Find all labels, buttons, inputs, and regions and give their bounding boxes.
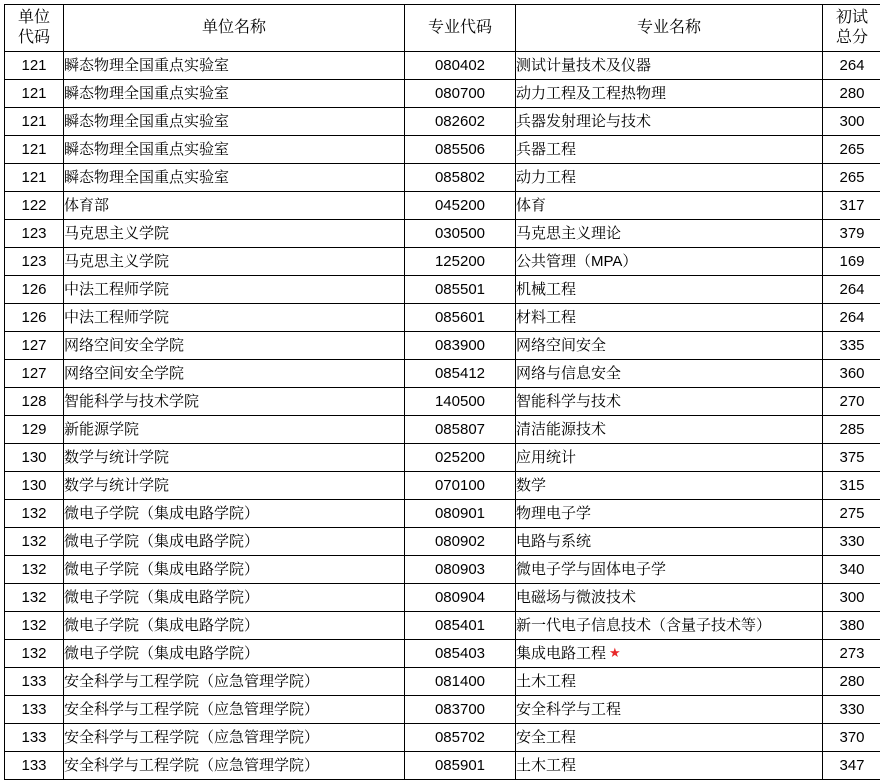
cell-major-name: [516, 724, 823, 752]
cell-unit-name: 微电子学院（集成电路学院）: [64, 640, 405, 668]
cell-score: 285: [823, 416, 880, 444]
major-name-text: 集成电路工程: [516, 645, 606, 662]
table-row: [5, 696, 880, 724]
cell-major-name: [516, 304, 823, 332]
cell-unit-code: 133: [5, 668, 64, 696]
cell-unit-name: 微电子学院（集成电路学院）: [64, 500, 405, 528]
cell-unit-code: 132: [5, 528, 64, 556]
cell-unit-code: 126: [5, 276, 64, 304]
cell-unit-name: 网络空间安全学院: [64, 332, 405, 360]
header-row: [5, 5, 880, 52]
cell-major-name: [516, 584, 823, 612]
major-name-text: 微电子学与固体电子学: [516, 561, 666, 578]
cell-score: 375: [823, 444, 880, 472]
cell-unit-name: 微电子学院（集成电路学院）: [64, 556, 405, 584]
cell-unit-name: 微电子学院（集成电路学院）: [64, 584, 405, 612]
cell-major-code: 025200: [405, 444, 516, 472]
cell-major-code: 085401: [405, 612, 516, 640]
cell-score: 315: [823, 472, 880, 500]
admission-score-table: [4, 4, 880, 780]
major-name-text: 动力工程及工程热物理: [516, 85, 666, 102]
cell-unit-code: 132: [5, 556, 64, 584]
cell-major-name: [516, 668, 823, 696]
cell-major-code: 080700: [405, 80, 516, 108]
table-row: [5, 164, 880, 192]
table-row: [5, 444, 880, 472]
major-name-text: 物理电子学: [516, 505, 591, 522]
score-line-1: 初试: [823, 8, 880, 28]
cell-score: 347: [823, 752, 880, 780]
major-name-text: 机械工程: [516, 281, 576, 298]
cell-unit-code: 130: [5, 472, 64, 500]
cell-major-code: 083900: [405, 332, 516, 360]
cell-unit-name: 安全科学与工程学院（应急管理学院）: [64, 752, 405, 780]
cell-score: 273: [823, 640, 880, 668]
cell-unit-code: 128: [5, 388, 64, 416]
table-row: [5, 528, 880, 556]
cell-major-code: 080901: [405, 500, 516, 528]
cell-unit-name: 新能源学院: [64, 416, 405, 444]
cell-major-name: [516, 416, 823, 444]
table-row: [5, 472, 880, 500]
cell-unit-name: 瞬态物理全国重点实验室: [64, 80, 405, 108]
major-name-text: 安全科学与工程: [516, 701, 621, 718]
cell-unit-code: 121: [5, 80, 64, 108]
table-row: [5, 388, 880, 416]
cell-unit-code: 132: [5, 612, 64, 640]
cell-score: 380: [823, 612, 880, 640]
cell-score: 370: [823, 724, 880, 752]
major-name-text: 电路与系统: [516, 533, 591, 550]
cell-major-code: 125200: [405, 248, 516, 276]
cell-major-name: [516, 220, 823, 248]
cell-major-name: [516, 164, 823, 192]
cell-unit-name: 瞬态物理全国重点实验室: [64, 164, 405, 192]
cell-major-name: [516, 528, 823, 556]
table-row: [5, 416, 880, 444]
cell-unit-name: 微电子学院（集成电路学院）: [64, 612, 405, 640]
table-row: [5, 500, 880, 528]
cell-major-name: [516, 696, 823, 724]
cell-major-name: [516, 500, 823, 528]
cell-score: 264: [823, 276, 880, 304]
cell-major-code: 083700: [405, 696, 516, 724]
cell-score: 379: [823, 220, 880, 248]
cell-unit-name: 网络空间安全学院: [64, 360, 405, 388]
cell-major-name: [516, 108, 823, 136]
cell-major-name: [516, 248, 823, 276]
cell-score: 265: [823, 164, 880, 192]
cell-major-name: [516, 360, 823, 388]
column-header-unit-code: [5, 5, 64, 52]
cell-major-code: 140500: [405, 388, 516, 416]
table-row: [5, 668, 880, 696]
cell-major-name: [516, 192, 823, 220]
cell-major-name: [516, 612, 823, 640]
cell-major-code: 070100: [405, 472, 516, 500]
cell-major-name: [516, 752, 823, 780]
table-row: [5, 640, 880, 668]
table-row: [5, 108, 880, 136]
major-name-text: 数学: [516, 477, 546, 494]
table-row: [5, 52, 880, 80]
cell-unit-code: 126: [5, 304, 64, 332]
table-row: [5, 332, 880, 360]
table-row: [5, 360, 880, 388]
major-name-text: 清洁能源技术: [516, 421, 606, 438]
cell-unit-code: 121: [5, 108, 64, 136]
table-row: [5, 220, 880, 248]
major-name-text: 土木工程: [516, 673, 576, 690]
major-name-text: 材料工程: [516, 309, 576, 326]
cell-major-code: 082602: [405, 108, 516, 136]
cell-unit-name: 瞬态物理全国重点实验室: [64, 52, 405, 80]
cell-major-name: [516, 472, 823, 500]
table-row: [5, 304, 880, 332]
cell-unit-name: 安全科学与工程学院（应急管理学院）: [64, 724, 405, 752]
cell-unit-code: 121: [5, 136, 64, 164]
cell-unit-name: 体育部: [64, 192, 405, 220]
cell-unit-code: 133: [5, 724, 64, 752]
major-name-text: 动力工程: [516, 169, 576, 186]
star-icon: ★: [609, 645, 621, 660]
cell-score: 360: [823, 360, 880, 388]
cell-major-name: [516, 136, 823, 164]
major-name-text: 网络与信息安全: [516, 365, 621, 382]
cell-major-code: 085807: [405, 416, 516, 444]
cell-major-name: [516, 640, 823, 668]
cell-major-code: 080902: [405, 528, 516, 556]
cell-score: 300: [823, 584, 880, 612]
cell-unit-code: 133: [5, 696, 64, 724]
cell-unit-name: 瞬态物理全国重点实验室: [64, 136, 405, 164]
table-row: [5, 248, 880, 276]
table-row: [5, 612, 880, 640]
cell-unit-code: 130: [5, 444, 64, 472]
major-name-text: 兵器发射理论与技术: [516, 113, 651, 130]
cell-unit-name: 瞬态物理全国重点实验室: [64, 108, 405, 136]
cell-major-code: 085506: [405, 136, 516, 164]
cell-unit-name: 安全科学与工程学院（应急管理学院）: [64, 696, 405, 724]
cell-score: 264: [823, 304, 880, 332]
cell-score: 335: [823, 332, 880, 360]
cell-major-code: 045200: [405, 192, 516, 220]
table-row: [5, 136, 880, 164]
cell-unit-name: 数学与统计学院: [64, 472, 405, 500]
cell-score: 280: [823, 80, 880, 108]
cell-major-code: 085802: [405, 164, 516, 192]
cell-unit-code: 121: [5, 52, 64, 80]
cell-major-code: 085501: [405, 276, 516, 304]
cell-unit-name: 数学与统计学院: [64, 444, 405, 472]
cell-score: 270: [823, 388, 880, 416]
cell-unit-code: 133: [5, 752, 64, 780]
table-header: [5, 5, 880, 52]
major-name-text: 网络空间安全: [516, 337, 606, 354]
cell-major-code: 080903: [405, 556, 516, 584]
unit-code-line-1: 单位: [5, 8, 63, 28]
cell-major-name: [516, 444, 823, 472]
major-name-text: 安全工程: [516, 729, 576, 746]
cell-score: 265: [823, 136, 880, 164]
cell-unit-code: 132: [5, 584, 64, 612]
cell-score: 300: [823, 108, 880, 136]
column-header-score: [823, 5, 880, 52]
cell-unit-code: 132: [5, 500, 64, 528]
cell-score: 264: [823, 52, 880, 80]
cell-unit-name: 马克思主义学院: [64, 220, 405, 248]
table-row: [5, 584, 880, 612]
table-row: [5, 80, 880, 108]
column-header-major-code: 专业代码: [405, 5, 516, 52]
major-name-text: 体育: [516, 197, 546, 214]
cell-unit-name: 安全科学与工程学院（应急管理学院）: [64, 668, 405, 696]
cell-major-name: [516, 276, 823, 304]
cell-unit-code: 123: [5, 248, 64, 276]
major-name-text: 兵器工程: [516, 141, 576, 158]
column-header-major-name: 专业名称: [516, 5, 823, 52]
cell-score: 330: [823, 696, 880, 724]
cell-major-code: 085901: [405, 752, 516, 780]
table-row: [5, 192, 880, 220]
cell-major-name: [516, 80, 823, 108]
cell-unit-name: 中法工程师学院: [64, 276, 405, 304]
cell-score: 317: [823, 192, 880, 220]
major-name-text: 新一代电子信息技术（含量子技术等）: [516, 617, 771, 634]
table-row: [5, 724, 880, 752]
cell-major-code: 030500: [405, 220, 516, 248]
cell-major-code: 080904: [405, 584, 516, 612]
cell-score: 169: [823, 248, 880, 276]
cell-major-code: 085412: [405, 360, 516, 388]
cell-major-code: 085403: [405, 640, 516, 668]
score-line-2: 总分: [823, 28, 880, 48]
cell-unit-code: 122: [5, 192, 64, 220]
major-name-text: 测试计量技术及仪器: [516, 57, 651, 74]
unit-code-line-2: 代码: [5, 28, 63, 48]
cell-major-name: [516, 388, 823, 416]
cell-major-name: [516, 332, 823, 360]
major-name-text: 电磁场与微波技术: [516, 589, 636, 606]
cell-major-name: [516, 52, 823, 80]
cell-score: 330: [823, 528, 880, 556]
cell-unit-name: 智能科学与技术学院: [64, 388, 405, 416]
table-row: [5, 556, 880, 584]
major-name-text: 土木工程: [516, 757, 576, 774]
cell-unit-code: 132: [5, 640, 64, 668]
cell-unit-code: 127: [5, 332, 64, 360]
cell-unit-code: 121: [5, 164, 64, 192]
cell-unit-name: 微电子学院（集成电路学院）: [64, 528, 405, 556]
cell-major-code: 085702: [405, 724, 516, 752]
table-body: [5, 52, 880, 780]
cell-major-code: 080402: [405, 52, 516, 80]
cell-unit-name: 马克思主义学院: [64, 248, 405, 276]
cell-unit-code: 127: [5, 360, 64, 388]
cell-major-name: [516, 556, 823, 584]
cell-unit-code: 129: [5, 416, 64, 444]
cell-major-code: 085601: [405, 304, 516, 332]
cell-major-code: 081400: [405, 668, 516, 696]
major-name-text: 智能科学与技术: [516, 393, 621, 410]
cell-score: 280: [823, 668, 880, 696]
cell-score: 275: [823, 500, 880, 528]
cell-unit-code: 123: [5, 220, 64, 248]
table-row: [5, 752, 880, 780]
major-name-text: 公共管理（MPA）: [516, 253, 637, 270]
cell-score: 340: [823, 556, 880, 584]
major-name-text: 应用统计: [516, 449, 576, 466]
column-header-unit-name: 单位名称: [64, 5, 405, 52]
major-name-text: 马克思主义理论: [516, 225, 621, 242]
table-row: [5, 276, 880, 304]
cell-unit-name: 中法工程师学院: [64, 304, 405, 332]
